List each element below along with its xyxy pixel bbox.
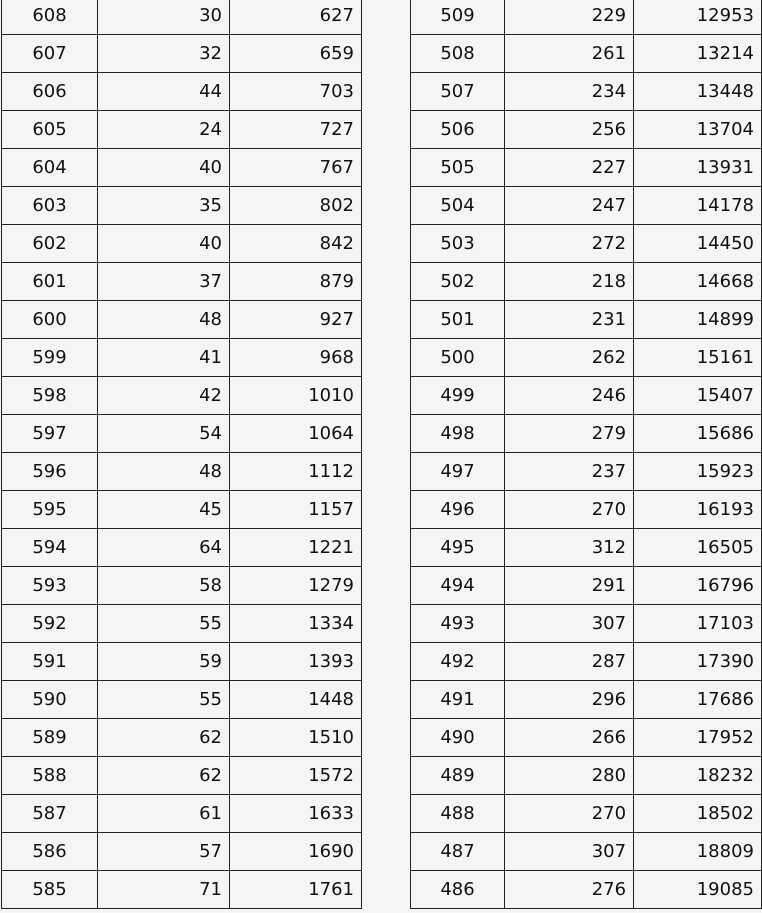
- score-cell: 488: [411, 795, 505, 833]
- cumulative-cell: 18809: [634, 833, 762, 871]
- count-cell: 247: [505, 187, 634, 225]
- cumulative-cell: 627: [230, 0, 362, 35]
- cumulative-cell: 13931: [634, 149, 762, 187]
- cumulative-cell: 15161: [634, 339, 762, 377]
- count-cell: 40: [98, 225, 230, 263]
- right-score-table: [410, 0, 762, 909]
- count-cell: 48: [98, 453, 230, 491]
- score-cell: 608: [2, 0, 98, 35]
- table-row: [411, 795, 762, 833]
- cumulative-cell: 1633: [230, 795, 362, 833]
- table-row: [2, 605, 362, 643]
- table-row: [2, 263, 362, 301]
- table-row: [2, 757, 362, 795]
- table-row: [411, 757, 762, 795]
- table-row: [2, 567, 362, 605]
- score-cell: 604: [2, 149, 98, 187]
- score-cell: 600: [2, 301, 98, 339]
- table-row: [411, 529, 762, 567]
- cumulative-cell: 17686: [634, 681, 762, 719]
- table-row: [411, 187, 762, 225]
- table-row: [411, 719, 762, 757]
- count-cell: 231: [505, 301, 634, 339]
- score-cell: 606: [2, 73, 98, 111]
- count-cell: 45: [98, 491, 230, 529]
- table-row: [411, 225, 762, 263]
- table-row: [2, 871, 362, 909]
- cumulative-cell: 968: [230, 339, 362, 377]
- table-row: [411, 567, 762, 605]
- count-cell: 54: [98, 415, 230, 453]
- score-cell: 593: [2, 567, 98, 605]
- cumulative-cell: 927: [230, 301, 362, 339]
- table-row: [411, 73, 762, 111]
- score-cell: 590: [2, 681, 98, 719]
- table-row: [2, 225, 362, 263]
- score-cell: 490: [411, 719, 505, 757]
- cumulative-cell: 17390: [634, 643, 762, 681]
- score-cell: 607: [2, 35, 98, 73]
- count-cell: 234: [505, 73, 634, 111]
- score-cell: 602: [2, 225, 98, 263]
- cumulative-cell: 802: [230, 187, 362, 225]
- cumulative-cell: 1510: [230, 719, 362, 757]
- score-cell: 498: [411, 415, 505, 453]
- score-cell: 495: [411, 529, 505, 567]
- table-row: [2, 111, 362, 149]
- cumulative-cell: 1064: [230, 415, 362, 453]
- count-cell: 35: [98, 187, 230, 225]
- score-cell: 506: [411, 111, 505, 149]
- score-cell: 500: [411, 339, 505, 377]
- table-row: [411, 149, 762, 187]
- cumulative-cell: 1761: [230, 871, 362, 909]
- cumulative-cell: 879: [230, 263, 362, 301]
- table-row: [2, 339, 362, 377]
- table-row: [411, 339, 762, 377]
- count-cell: 40: [98, 149, 230, 187]
- cumulative-cell: 1572: [230, 757, 362, 795]
- table-row: [2, 643, 362, 681]
- score-cell: 589: [2, 719, 98, 757]
- table-row: [411, 871, 762, 909]
- table-row: [2, 719, 362, 757]
- table-row: [411, 453, 762, 491]
- count-cell: 218: [505, 263, 634, 301]
- table-row: [2, 0, 362, 35]
- cumulative-cell: 12953: [634, 0, 762, 35]
- score-cell: 508: [411, 35, 505, 73]
- count-cell: 71: [98, 871, 230, 909]
- left-score-table: [1, 0, 362, 909]
- count-cell: 307: [505, 833, 634, 871]
- score-cell: 492: [411, 643, 505, 681]
- count-cell: 37: [98, 263, 230, 301]
- score-cell: 493: [411, 605, 505, 643]
- score-cell: 586: [2, 833, 98, 871]
- score-cell: 585: [2, 871, 98, 909]
- table-row: [2, 187, 362, 225]
- table-row: [2, 149, 362, 187]
- cumulative-cell: 16505: [634, 529, 762, 567]
- cumulative-cell: 1221: [230, 529, 362, 567]
- score-cell: 499: [411, 377, 505, 415]
- table-row: [411, 643, 762, 681]
- cumulative-cell: 18232: [634, 757, 762, 795]
- table-row: [2, 833, 362, 871]
- table-row: [411, 491, 762, 529]
- score-cell: 507: [411, 73, 505, 111]
- cumulative-cell: 1157: [230, 491, 362, 529]
- score-cell: 503: [411, 225, 505, 263]
- count-cell: 64: [98, 529, 230, 567]
- table-row: [2, 415, 362, 453]
- cumulative-cell: 15686: [634, 415, 762, 453]
- cumulative-cell: 727: [230, 111, 362, 149]
- cumulative-cell: 1112: [230, 453, 362, 491]
- cumulative-cell: 14178: [634, 187, 762, 225]
- cumulative-cell: 14668: [634, 263, 762, 301]
- score-cell: 596: [2, 453, 98, 491]
- score-cell: 496: [411, 491, 505, 529]
- count-cell: 246: [505, 377, 634, 415]
- table-row: [2, 529, 362, 567]
- count-cell: 307: [505, 605, 634, 643]
- table-row: [411, 111, 762, 149]
- score-cell: 505: [411, 149, 505, 187]
- score-cell: 501: [411, 301, 505, 339]
- score-cell: 592: [2, 605, 98, 643]
- right-table-container: [410, 0, 762, 909]
- cumulative-cell: 19085: [634, 871, 762, 909]
- count-cell: 227: [505, 149, 634, 187]
- table-row: [2, 73, 362, 111]
- count-cell: 48: [98, 301, 230, 339]
- count-cell: 291: [505, 567, 634, 605]
- count-cell: 256: [505, 111, 634, 149]
- table-row: [2, 453, 362, 491]
- cumulative-cell: 842: [230, 225, 362, 263]
- table-row: [2, 377, 362, 415]
- table-row: [411, 301, 762, 339]
- cumulative-cell: 16193: [634, 491, 762, 529]
- cumulative-cell: 659: [230, 35, 362, 73]
- cumulative-cell: 18502: [634, 795, 762, 833]
- score-cell: 497: [411, 453, 505, 491]
- score-cell: 591: [2, 643, 98, 681]
- count-cell: 312: [505, 529, 634, 567]
- count-cell: 280: [505, 757, 634, 795]
- score-cell: 605: [2, 111, 98, 149]
- cumulative-cell: 16796: [634, 567, 762, 605]
- score-cell: 603: [2, 187, 98, 225]
- cumulative-cell: 1448: [230, 681, 362, 719]
- cumulative-cell: 1393: [230, 643, 362, 681]
- count-cell: 57: [98, 833, 230, 871]
- table-row: [2, 301, 362, 339]
- cumulative-cell: 17103: [634, 605, 762, 643]
- count-cell: 30: [98, 0, 230, 35]
- table-row: [2, 35, 362, 73]
- count-cell: 24: [98, 111, 230, 149]
- count-cell: 41: [98, 339, 230, 377]
- count-cell: 272: [505, 225, 634, 263]
- table-row: [2, 491, 362, 529]
- count-cell: 42: [98, 377, 230, 415]
- left-table-container: [1, 0, 362, 909]
- cumulative-cell: 1010: [230, 377, 362, 415]
- cumulative-cell: 13704: [634, 111, 762, 149]
- score-cell: 595: [2, 491, 98, 529]
- score-cell: 489: [411, 757, 505, 795]
- count-cell: 270: [505, 491, 634, 529]
- score-cell: 486: [411, 871, 505, 909]
- count-cell: 59: [98, 643, 230, 681]
- score-cell: 491: [411, 681, 505, 719]
- count-cell: 266: [505, 719, 634, 757]
- score-cell: 487: [411, 833, 505, 871]
- table-row: [411, 35, 762, 73]
- table-row: [411, 415, 762, 453]
- count-cell: 262: [505, 339, 634, 377]
- score-cell: 587: [2, 795, 98, 833]
- cumulative-cell: 13214: [634, 35, 762, 73]
- count-cell: 62: [98, 757, 230, 795]
- score-cell: 509: [411, 0, 505, 35]
- count-cell: 279: [505, 415, 634, 453]
- cumulative-cell: 14899: [634, 301, 762, 339]
- score-cell: 502: [411, 263, 505, 301]
- count-cell: 55: [98, 605, 230, 643]
- cumulative-cell: 15923: [634, 453, 762, 491]
- count-cell: 237: [505, 453, 634, 491]
- cumulative-cell: 1279: [230, 567, 362, 605]
- table-row: [411, 0, 762, 35]
- count-cell: 296: [505, 681, 634, 719]
- count-cell: 276: [505, 871, 634, 909]
- count-cell: 261: [505, 35, 634, 73]
- cumulative-cell: 17952: [634, 719, 762, 757]
- table-row: [411, 263, 762, 301]
- score-cell: 594: [2, 529, 98, 567]
- count-cell: 58: [98, 567, 230, 605]
- cumulative-cell: 15407: [634, 377, 762, 415]
- cumulative-cell: 767: [230, 149, 362, 187]
- score-cell: 597: [2, 415, 98, 453]
- table-row: [411, 605, 762, 643]
- count-cell: 229: [505, 0, 634, 35]
- table-row: [2, 681, 362, 719]
- table-row: [411, 377, 762, 415]
- score-cell: 601: [2, 263, 98, 301]
- score-cell: 588: [2, 757, 98, 795]
- cumulative-cell: 13448: [634, 73, 762, 111]
- count-cell: 55: [98, 681, 230, 719]
- score-cell: 599: [2, 339, 98, 377]
- table-row: [2, 795, 362, 833]
- cumulative-cell: 14450: [634, 225, 762, 263]
- score-cell: 494: [411, 567, 505, 605]
- count-cell: 287: [505, 643, 634, 681]
- table-row: [411, 681, 762, 719]
- score-cell: 504: [411, 187, 505, 225]
- score-cell: 598: [2, 377, 98, 415]
- cumulative-cell: 1690: [230, 833, 362, 871]
- table-row: [411, 833, 762, 871]
- count-cell: 270: [505, 795, 634, 833]
- cumulative-cell: 703: [230, 73, 362, 111]
- count-cell: 61: [98, 795, 230, 833]
- count-cell: 44: [98, 73, 230, 111]
- cumulative-cell: 1334: [230, 605, 362, 643]
- count-cell: 32: [98, 35, 230, 73]
- count-cell: 62: [98, 719, 230, 757]
